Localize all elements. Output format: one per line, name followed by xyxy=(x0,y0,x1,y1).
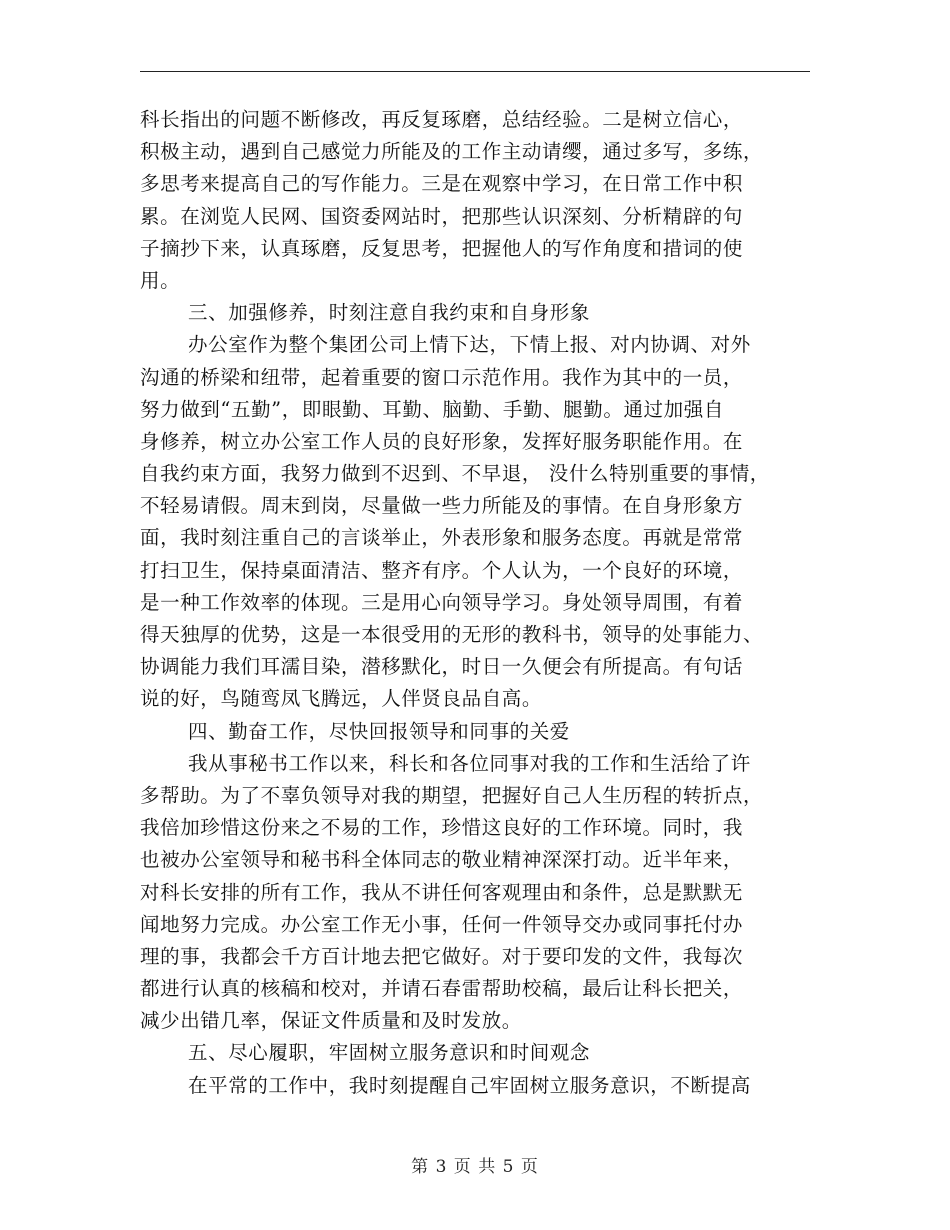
text-line: 都进行认真的核稿和校对，并请石春雷帮助校稿，最后让科长把关， xyxy=(140,977,744,1001)
text-line: 协调能力我们耳濡目染，潜移默化，时日一久便会有所提高。有句话 xyxy=(140,655,744,679)
text-line: 积极主动，遇到自己感觉力所能及的工作主动请缨，通过多写，多练， xyxy=(140,140,764,164)
text-line: 努力做到“五勤”，即眼勤、耳勤、脑勤、手勤、腿勤。通过加强自 xyxy=(140,397,724,421)
text-line: 面，我时刻注重自己的言谈举止，外表形象和服务态度。再就是常常 xyxy=(140,526,744,550)
text-line: 累。在浏览人民网、国资委网站时，把那些认识深刻、分析精辟的句 xyxy=(140,204,744,228)
text-line: 子摘抄下来，认真琢磨，反复思考，把握他人的写作角度和措词的使 xyxy=(140,236,744,260)
text-line: 也被办公室领导和秘书科全体同志的敬业精神深深打动。近半年来， xyxy=(140,848,744,872)
paragraph-start-line: 在平常的工作中，我时刻提醒自己牢固树立服务意识，不断提高 xyxy=(188,1073,751,1097)
text-line: 减少出错几率，保证文件质量和及时发放。 xyxy=(140,1009,522,1033)
text-line: 身修养，树立办公室工作人员的良好形象，发挥好服务职能作用。在 xyxy=(140,429,744,453)
text-line: 科长指出的问题不断修改，再反复琢磨，总结经验。二是树立信心， xyxy=(140,108,744,131)
text-line: 多思考来提高自己的写作能力。三是在观察中学习，在日常工作中积 xyxy=(140,172,744,196)
text-line: 不轻易请假。周末到岗，尽量做一些力所能及的事情。在自身形象方 xyxy=(140,494,744,518)
text-line: 沟通的桥梁和纽带，起着重要的窗口示范作用。我作为其中的一员， xyxy=(140,365,744,389)
text-line: 我倍加珍惜这份来之不易的工作，珍惜这良好的工作环境。同时，我 xyxy=(140,816,744,840)
paragraph-start-line: 办公室作为整个集团公司上情下达，下情上报、对内协调、对外 xyxy=(188,333,751,357)
text-line: 对科长安排的所有工作，我从不讲任何客观理由和条件，总是默默无 xyxy=(140,880,744,904)
document-body xyxy=(140,104,816,1102)
text-line: 用。 xyxy=(140,268,181,292)
text-line: 打扫卫生，保持桌面清洁、整齐有序。个人认为，一个良好的环境， xyxy=(140,558,744,582)
page-footer: 第 3 页 共 5 页 xyxy=(411,1157,539,1177)
header-rule xyxy=(140,71,810,72)
paragraph-start-line: 我从事秘书工作以来，科长和各位同事对我的工作和生活给了许 xyxy=(188,751,751,775)
paragraph-start-line: 三、加强修养，时刻注意自我约束和自身形象 xyxy=(188,301,591,325)
text-line: 说的好，鸟随鸾凤飞腾远，人伴贤良品自高。 xyxy=(140,687,543,711)
paragraph-start-line: 五、尽心履职，牢固树立服务意识和时间观念 xyxy=(188,1041,591,1065)
paragraph-start-line: 四、勤奋工作，尽快回报领导和同事的关爱 xyxy=(188,719,570,743)
text-line: 多帮助。为了不辜负领导对我的期望，把握好自己人生历程的转折点， xyxy=(140,783,764,807)
text-line: 得天独厚的优势，这是一本很受用的无形的教科书，领导的处事能力、 xyxy=(140,623,764,646)
text-line: 理的事，我都会千方百计地去把它做好。对于要印发的文件，我每次 xyxy=(140,944,744,968)
text-line: 闻地努力完成。办公室工作无小事，任何一件领导交办或同事托付办 xyxy=(140,912,744,936)
text-line: 是一种工作效率的体现。三是用心向领导学习。身处领导周围，有着 xyxy=(140,590,744,614)
text-line: 自我约束方面，我努力做到不迟到、不早退， 没什么特别重要的事情， xyxy=(140,462,770,486)
